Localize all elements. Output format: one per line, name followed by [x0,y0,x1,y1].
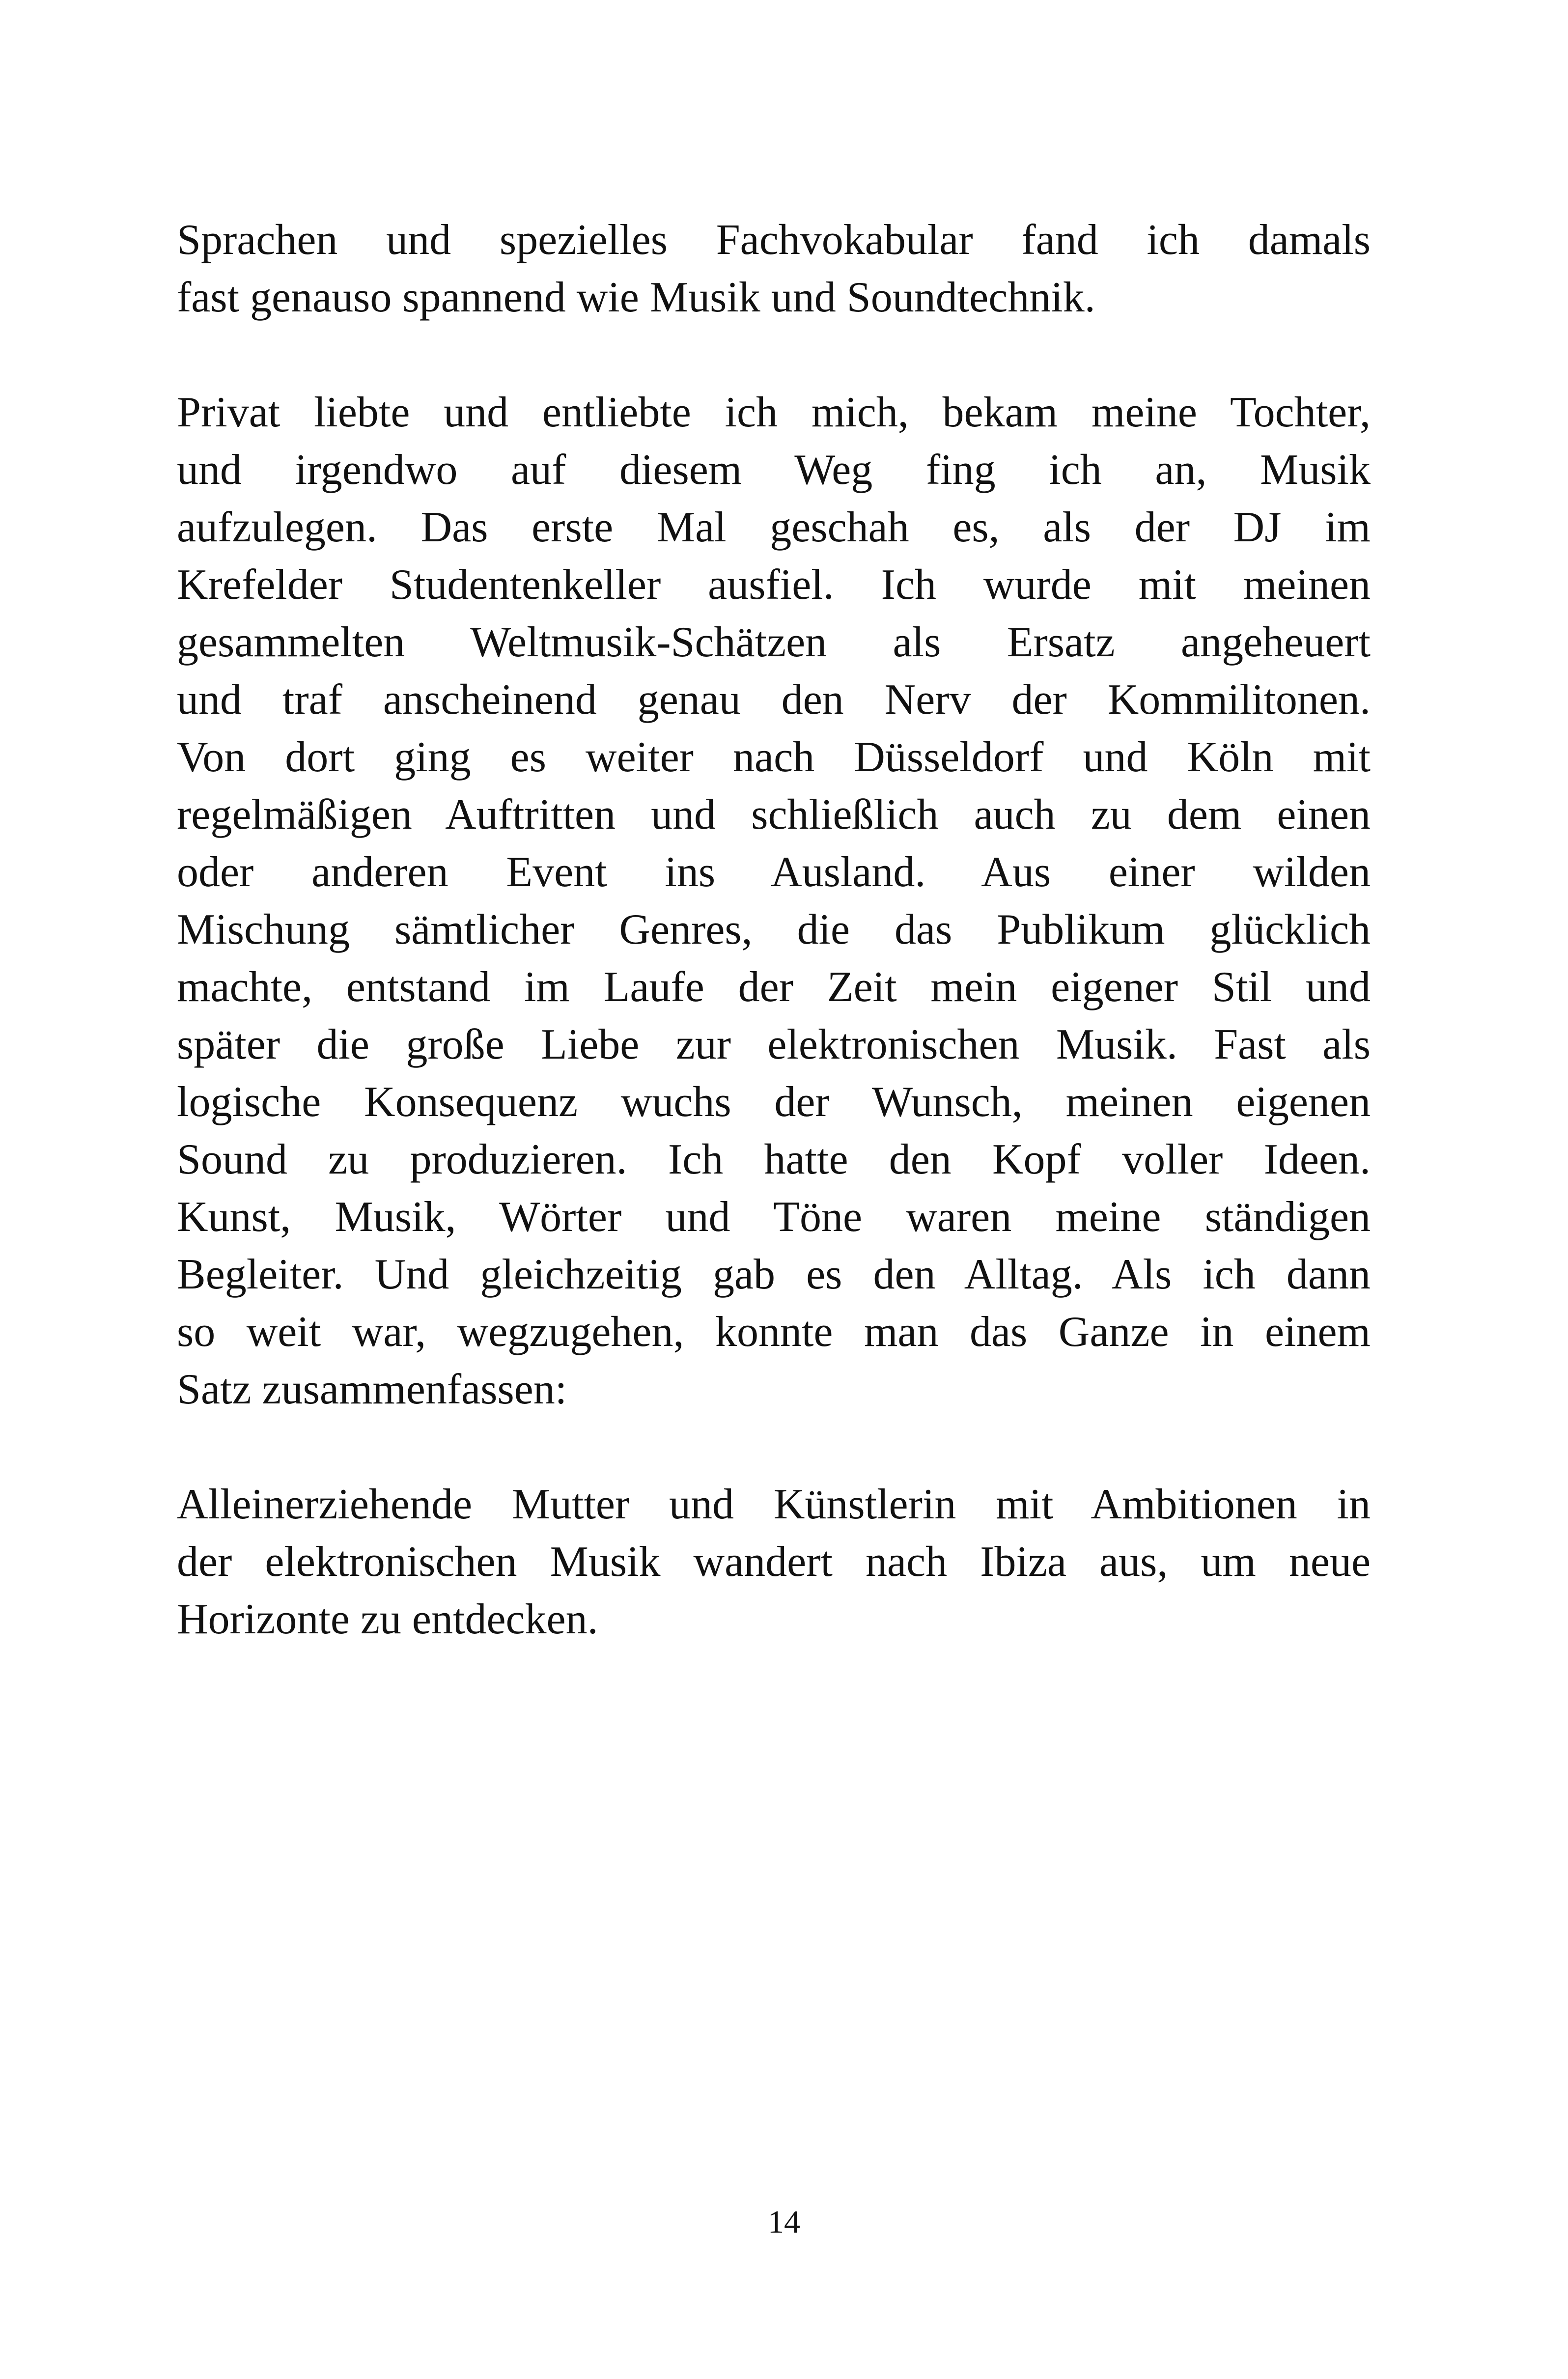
body-text [177,211,1371,1648]
text-line: machte, entstand im Laufe der Zeit mein eigener Stil und [177,963,1371,1011]
text-line: Mischung sämtlicher Genres, die das Publikum glücklich [177,906,1371,953]
text-line: fast genauso spannend wie Musik und Soundtechnik. [177,274,1095,321]
text-line: Sprachen und spezielles Fachvokabular fand ich damals [177,216,1371,264]
text-line: Alleinerziehende Mutter und Künstlerin mit Ambitionen in [177,1481,1371,1528]
text-line: gesammelten Weltmusik-Schätzen als Ersatz angeheuert [177,618,1371,666]
page-number: 14 [768,2204,800,2240]
paragraph-spacer [177,1418,1371,1476]
paragraph-3 [177,1476,1371,1648]
text-line: so weit war, wegzugehen, konnte man das Ganze in einem [177,1308,1371,1356]
paragraph-spacer [177,326,1371,384]
text-line: Horizonte zu entdecken. [177,1595,598,1643]
paragraph-1 [177,211,1371,326]
text-line: oder anderen Event ins Ausland. Aus einer wilden [177,848,1371,896]
text-line: später die große Liebe zur elektronischen Musik. Fast als [177,1021,1371,1068]
text-line: der elektronischen Musik wandert nach Ibiza aus, um neue [177,1538,1371,1586]
paragraph-2 [177,384,1371,1418]
text-line: Privat liebte und entliebte ich mich, bekam meine Tochter, [177,389,1371,436]
text-line: Sound zu produzieren. Ich hatte den Kopf voller Ideen. [177,1136,1371,1183]
text-line: und irgendwo auf diesem Weg fing ich an, Musik [177,446,1371,494]
text-line: aufzulegen. Das erste Mal geschah es, als der DJ im [177,504,1371,551]
text-line: logische Konsequenz wuchs der Wunsch, meinen eigenen [177,1078,1371,1126]
text-line: Begleiter. Und gleichzeitig gab es den Alltag. Als ich dann [177,1251,1371,1298]
text-line: regelmäßigen Auftritten und schließlich auch zu dem einen [177,791,1371,839]
text-line: Kunst, Musik, Wörter und Töne waren meine ständigen [177,1193,1371,1241]
text-line: Satz zusammenfassen: [177,1366,567,1413]
text-line: Krefelder Studentenkeller ausfiel. Ich wurde mit meinen [177,561,1371,609]
text-line: Von dort ging es weiter nach Düsseldorf und Köln mit [177,733,1371,781]
text-line: und traf anscheinend genau den Nerv der Kommilitonen. [177,676,1371,724]
